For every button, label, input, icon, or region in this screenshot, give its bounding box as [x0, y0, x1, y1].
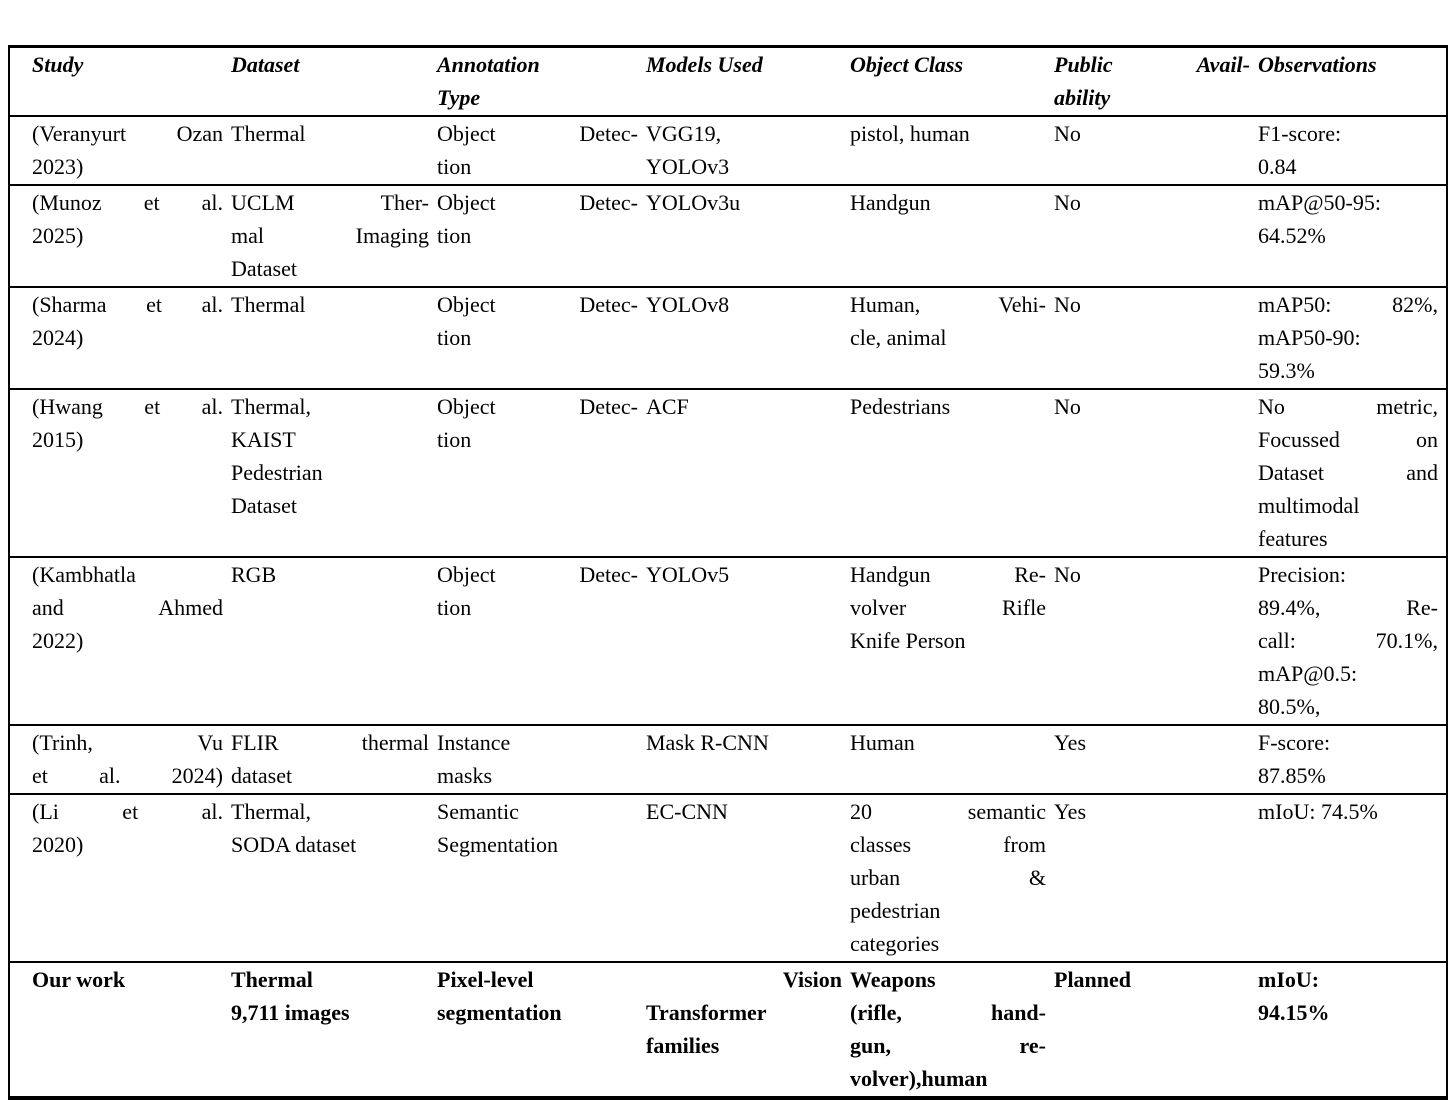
comparison-table [8, 45, 1448, 1100]
cell-observations: Precision: 89.4%, Re- call: 70.1%, mAP@0.5: 80.5%, [1258, 557, 1447, 725]
cell-annotation: Object Detec- tion [437, 287, 646, 389]
cell-dataset: Thermal, KAIST Pedestrian Dataset [231, 389, 437, 557]
cell-models: YOLOv8 [646, 287, 850, 389]
cell-dataset: Thermal [231, 121, 306, 146]
table-row-trinh [9, 725, 1447, 794]
cell-study: (Li et al. 2020) [9, 794, 231, 962]
table-body [9, 116, 1447, 1098]
cell-observations: mIoU: 94.15% [1258, 962, 1447, 1098]
cell-observations: No metric, Focussed on Dataset and multimodal features [1258, 389, 1447, 557]
cell-object-class: pistol, human [850, 121, 970, 146]
cell-study: Our work [9, 962, 231, 1098]
cell-models: YOLOv3u [646, 185, 850, 287]
cell-availability: No [1054, 121, 1081, 146]
cell-study: (Sharma et al. 2024) [9, 287, 231, 389]
cell-study: (Munoz et al. 2025) [9, 185, 231, 287]
cell-dataset: Thermal, SODA dataset [231, 794, 437, 962]
cell-observations: F1-score: 0.84 [1258, 121, 1342, 179]
table-row-hwang [9, 389, 1447, 557]
cell-object-class: 20 semantic classes from urban & pedestrian categories [850, 794, 1054, 962]
cell-models: EC-CNN [646, 794, 850, 962]
table-header [9, 47, 1447, 117]
cell-dataset: RGB [231, 557, 437, 725]
cell-annotation: Semantic Segmentation [437, 794, 646, 962]
col-header-models-used: Models Used [646, 47, 850, 117]
col-header-public-availability: Public Avail- ability [1054, 47, 1258, 117]
cell-annotation: Pixel-level segmentation [437, 962, 646, 1098]
comparison-table-wrapper [8, 45, 1448, 1100]
table-row-our-work [9, 962, 1447, 1098]
cell-study: (Veranyurt Ozan 2023) [32, 121, 223, 179]
col-header-annotation-type: Annotation Type [437, 47, 646, 117]
cell-observations: mAP50: 82%, mAP50-90: 59.3% [1258, 287, 1447, 389]
cell-models: Mask R-CNN [646, 725, 850, 794]
cell-models: VGG19, YOLOv3 [646, 121, 730, 179]
cell-object-class: Handgun Re- volver Rifle Knife Person [850, 557, 1054, 725]
col-header-dataset: Dataset [231, 47, 437, 117]
cell-object-class: Pedestrians [850, 389, 1054, 557]
cell-object-class: Human, Vehi- cle, animal [850, 287, 1054, 389]
cell-models: YOLOv5 [646, 557, 850, 725]
cell-study: (Trinh, Vu et al. 2024) [9, 725, 231, 794]
cell-annotation: Object Detec- tion [437, 389, 646, 557]
cell-object-class: Weapons (rifle, hand- gun, re- volver),human [850, 962, 1054, 1098]
cell-models: ACF [646, 389, 850, 557]
table-row-kambhatla [9, 557, 1447, 725]
cell-dataset: Thermal [231, 287, 437, 389]
cell-annotation: Object Detec- tion [437, 185, 646, 287]
col-header-observations: Observations [1258, 47, 1447, 117]
table-row-sharma [9, 287, 1447, 389]
header-row [9, 47, 1447, 117]
cell-study: (Kambhatla and Ahmed 2022) [9, 557, 231, 725]
cell-observations: mAP@50-95: 64.52% [1258, 185, 1447, 287]
cell-availability: No [1054, 389, 1258, 557]
cell-availability: No [1054, 287, 1258, 389]
cell-annotation: Object Detec- tion [437, 557, 646, 725]
cell-annotation: Instance masks [437, 725, 646, 794]
cell-models: Vision Transformer families [646, 962, 850, 1098]
cell-dataset: Thermal 9,711 images [231, 962, 437, 1098]
cell-availability: No [1054, 185, 1258, 287]
col-header-study: Study [9, 47, 231, 117]
table-row-munoz [9, 185, 1447, 287]
cell-availability: Yes [1054, 725, 1258, 794]
cell-annotation: Object Detec- tion [437, 121, 638, 179]
cell-dataset: FLIR thermal dataset [231, 725, 437, 794]
col-header-object-class: Object Class [850, 47, 1054, 117]
cell-study: (Hwang et al. 2015) [9, 389, 231, 557]
cell-availability: Yes [1054, 794, 1258, 962]
cell-object-class: Handgun [850, 185, 1054, 287]
cell-object-class: Human [850, 725, 1054, 794]
table-row-veranyurt [9, 116, 1447, 185]
table-row-li [9, 794, 1447, 962]
cell-observations: F-score: 87.85% [1258, 725, 1447, 794]
cell-availability: Planned [1054, 962, 1258, 1098]
cell-availability: No [1054, 557, 1258, 725]
cell-observations: mIoU: 74.5% [1258, 794, 1447, 962]
cell-dataset: UCLM Ther- mal Imaging Dataset [231, 185, 437, 287]
